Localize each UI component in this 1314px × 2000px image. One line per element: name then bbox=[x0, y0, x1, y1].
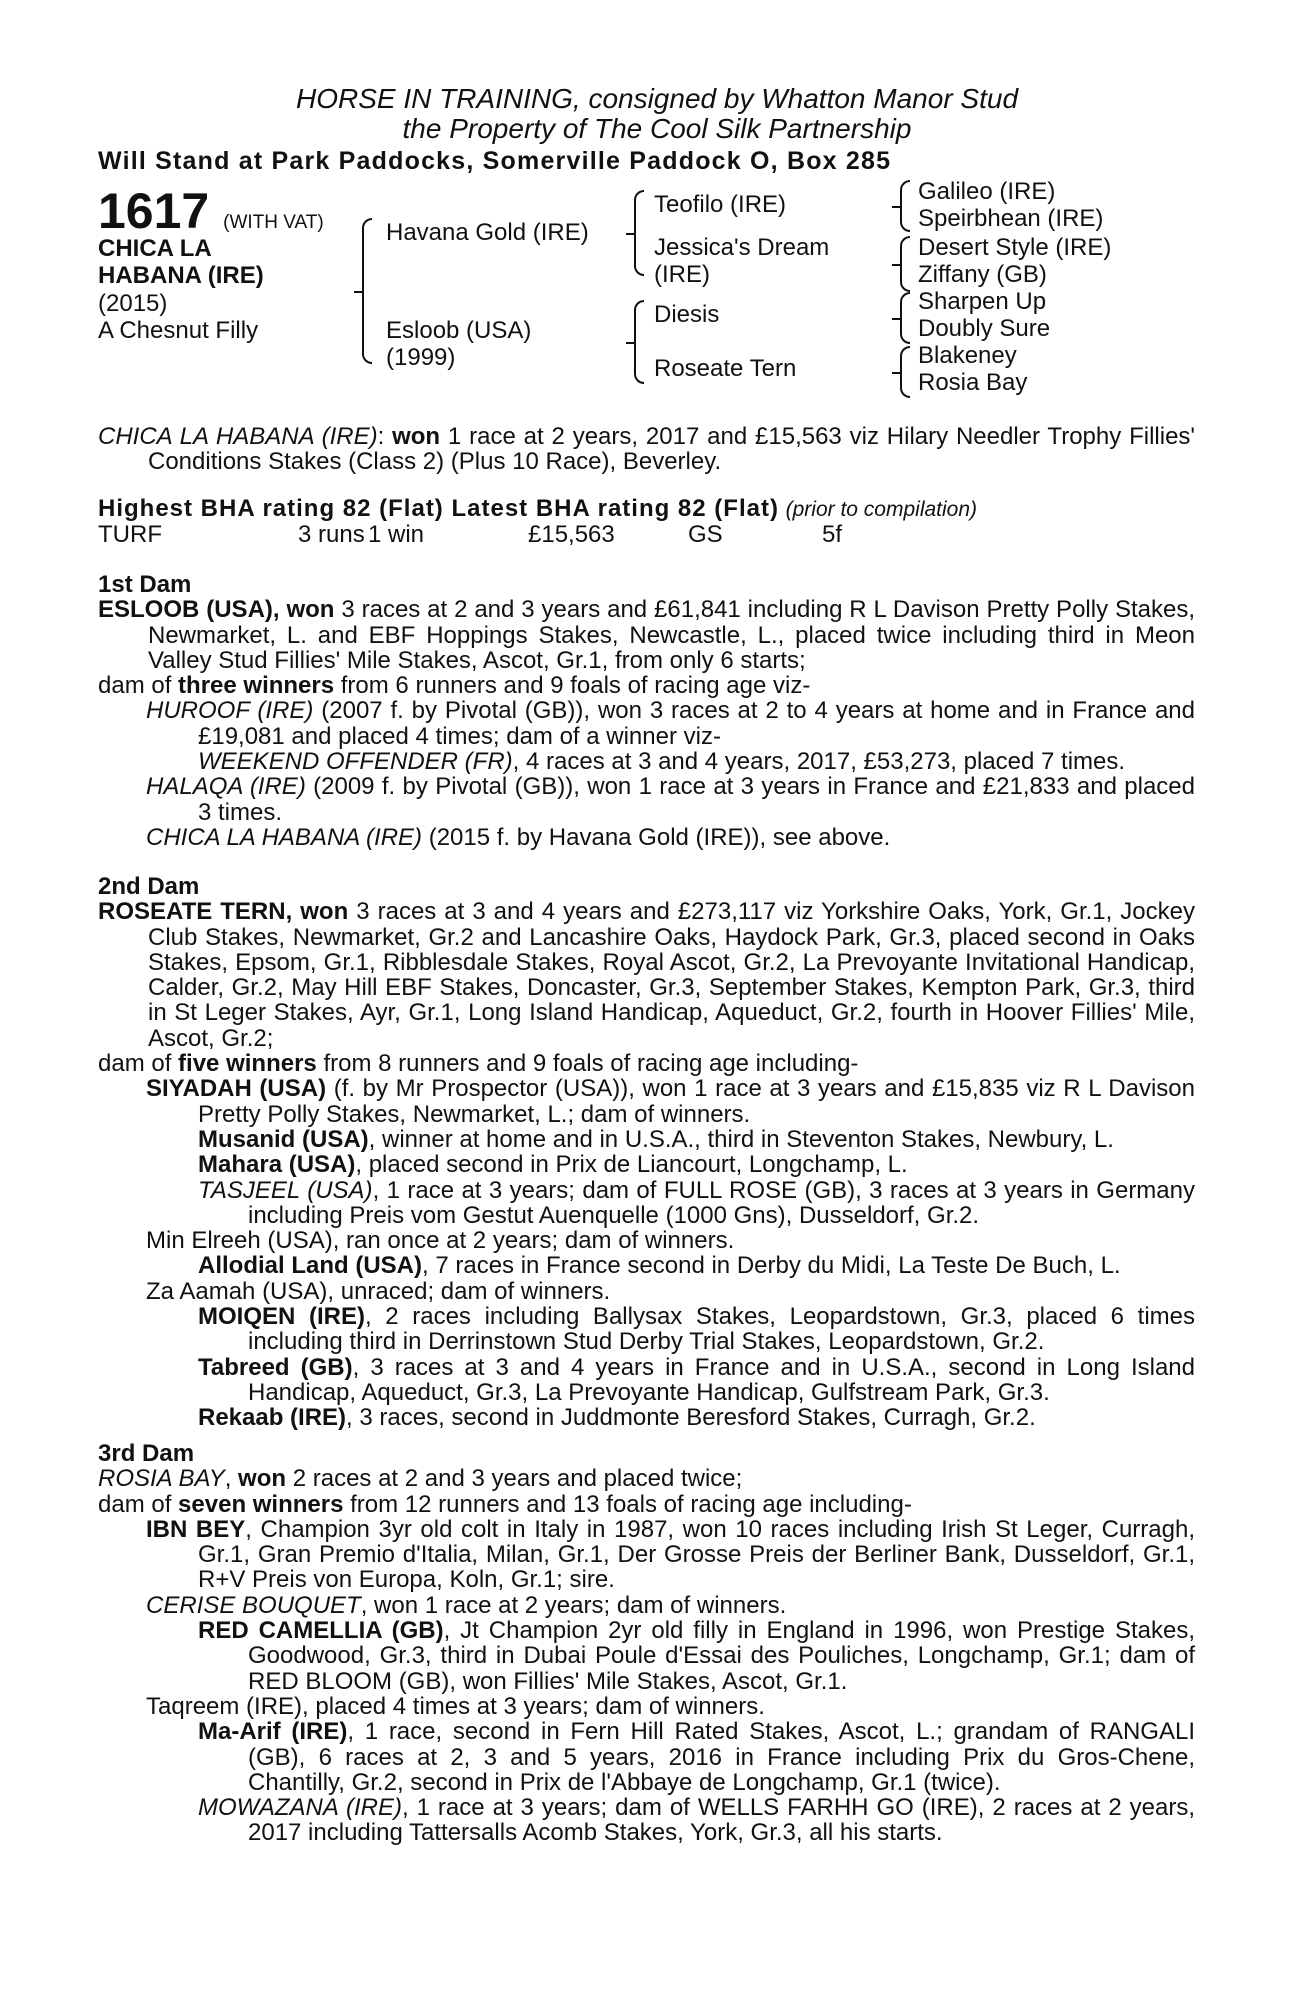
dam: Esloob (USA) bbox=[386, 317, 532, 344]
pedigree-brace-sire bbox=[634, 190, 644, 276]
sire-sire: Teofilo (IRE) bbox=[654, 191, 787, 218]
third-dam-heading: 3rd Dam bbox=[98, 1440, 195, 1467]
rating-distance: 5f bbox=[822, 521, 843, 549]
first-dam-produce: dam of three winners from 6 runners and 9 foals of racing age viz- bbox=[98, 672, 811, 700]
rekaab-entry: Rekaab (IRE), 3 races, second in Juddmonte Beresford Stakes, Curragh, Gr.2. bbox=[198, 1404, 1036, 1432]
sire-dam-line1: Jessica's Dream bbox=[654, 234, 830, 261]
second-dam-produce: dam of five winners from 8 runners and 9 foals of racing age including- bbox=[98, 1050, 859, 1078]
dam-sire: Diesis bbox=[654, 301, 720, 328]
chica-entry: CHICA LA HABANA (IRE) (2015 f. by Havana Gold (IRE)), see above. bbox=[146, 823, 891, 851]
pedigree-brace-ss bbox=[900, 180, 910, 232]
sire-sire-sire: Galileo (IRE) bbox=[918, 178, 1056, 205]
dam-sire-dam: Doubly Sure bbox=[918, 315, 1051, 342]
allodial-entry: Allodial Land (USA), 7 races in France second in Derby du Midi, La Teste De Buch, L. bbox=[198, 1252, 1121, 1280]
vat-note: (WITH VAT) bbox=[223, 212, 324, 233]
red-camellia-entry: RED CAMELLIA (GB), Jt Champion 2yr old filly in England in 1996, won Prestige Stakes, Goodwood, Gr.3, third in Dubai Poule d'Essai des Pouliches, Longchamp, Gr.1; dam of RED BLOOM (GB), won Fillies' Mile Stakes, Ascot, Gr.1. bbox=[198, 1617, 1195, 1695]
third-dam-section bbox=[98, 1441, 1195, 1846]
rosia-bay-entry: ROSIA BAY, won 2 races at 2 and 3 years and placed twice; bbox=[98, 1465, 743, 1493]
stabling-line: Will Stand at Park Paddocks, Somerville Paddock O, Box 285 bbox=[98, 147, 892, 175]
pedigree-brace-dam bbox=[634, 300, 644, 384]
summary-text: 1 race at 2 years, 2017 and £15,563 viz Hilary Needler Trophy Fillies' Conditions Stakes (Class 2) (Plus 10 Race), Beverley. bbox=[148, 423, 1195, 476]
horse-description: A Chesnut Filly bbox=[98, 317, 259, 344]
second-dam-section bbox=[98, 874, 1195, 1431]
dam-dam: Roseate Tern bbox=[654, 355, 797, 382]
sire-sire-dam: Speirbhean (IRE) bbox=[918, 205, 1104, 232]
musanid-entry: Musanid (USA), winner at home and in U.S.A., third in Steventon Stakes, Newbury, L. bbox=[198, 1125, 1114, 1153]
summary-won: won bbox=[392, 423, 441, 450]
horse-name-line1: CHICA LA bbox=[98, 235, 212, 262]
rating-note: (prior to compilation) bbox=[785, 498, 978, 521]
rating-surface: TURF bbox=[98, 521, 162, 549]
min-elreeh-entry: Min Elreeh (USA), ran once at 2 years; dam of winners. bbox=[146, 1227, 735, 1255]
first-dam-section bbox=[98, 572, 1195, 850]
foaling-year: (2015) bbox=[98, 290, 168, 317]
halaqa-entry: HALAQA (IRE) (2009 f. by Pivotal (GB)), won 1 race at 3 years in France and £21,833 and placed 3 times. bbox=[146, 773, 1196, 826]
dam-year: (1999) bbox=[386, 344, 456, 371]
first-dam-heading: 1st Dam bbox=[98, 571, 192, 598]
rating-wins: 1 win bbox=[368, 521, 425, 549]
dam-dam-sire: Blakeney bbox=[918, 342, 1017, 369]
sire: Havana Gold (IRE) bbox=[386, 219, 589, 246]
ibn-bey-entry: IBN BEY, Champion 3yr old colt in Italy in 1987, won 10 races including Irish St Leger, Curragh, Gr.1, Gran Premio d'Italia, Milan, Gr.1, Der Grosse Preis der Berliner Bank, Dusseldorf, Gr.1, R+V Preis von Europa, Koln, Gr.1; sire. bbox=[146, 1515, 1195, 1594]
moiqen-entry: MOIQEN (IRE), 2 races including Ballysax Stakes, Leopardstown, Gr.3, placed 6 times including third in Derrinstown Stud Derby Trial Stakes, Leopardstown, Gr.2. bbox=[198, 1303, 1195, 1356]
pedigree-brace-ds bbox=[900, 292, 910, 344]
rating-going: GS bbox=[688, 521, 723, 549]
roseate-tern-entry: ROSEATE TERN, won 3 races at 3 and 4 years and £273,117 viz Yorkshire Oaks, York, Gr.1, Jockey Club Stakes, Newmarket, Gr.2 and Lancashire Oaks, Haydock Park, Gr.3, placed second in Oaks Stakes, Epsom, Gr.1, Ribblesdale Stakes, Royal Ascot, Gr.2, La Prevoyante Invitational Handicap, Calder, Gr.2, May Hill EBF Stakes, Doncaster, Gr.3, September Stakes, Kempton Park, Gr.3, third in St Leger Stakes, Ayr, Gr.1, Long Island Handicap, Aqueduct, Gr.2, fourth in Hoover Fillies' Mile, Ascot, Gr.2; bbox=[98, 898, 1196, 1052]
pedigree-brace-sd bbox=[900, 236, 910, 292]
taqreem-entry: Taqreem (IRE), placed 4 times at 3 years; dam of winners. bbox=[146, 1692, 765, 1720]
cerise-bouquet-entry: CERISE BOUQUET, won 1 race at 2 years; dam of winners. bbox=[146, 1591, 787, 1619]
lot-number-value: 1617 bbox=[98, 183, 210, 239]
huroof-entry: HUROOF (IRE) (2007 f. by Pivotal (GB)), won 3 races at 2 to 4 years at home and in France and £19,081 and placed 4 times; dam of a winner viz- bbox=[146, 697, 1195, 750]
mowazana-entry: MOWAZANA (IRE), 1 race at 3 years; dam of WELLS FARHH GO (IRE), 2 races at 2 years, 2017 including Tattersalls Acomb Stakes, York, Gr.3, all his starts. bbox=[198, 1794, 1195, 1847]
rating-block bbox=[98, 496, 1195, 548]
rating-row bbox=[98, 522, 1195, 548]
esloob-entry: ESLOOB (USA), won 3 races at 2 and 3 years and £61,841 including R L Davison Pretty Polly Stakes, Newmarket, L. and EBF Hoppings Stakes, Newcastle, L., placed twice including third in Meon Valley Stud Fillies' Mile Stakes, Ascot, Gr.1, from only 6 starts; bbox=[98, 596, 1196, 674]
horse-name-line2: HABANA (IRE) bbox=[98, 262, 264, 289]
siyadah-entry: SIYADAH (USA) (f. by Mr Prospector (USA)), won 1 race at 3 years and £15,835 viz R L Davison Pretty Polly Stakes, Newmarket, L.; dam of winners. bbox=[146, 1075, 1196, 1128]
rating-heading: Highest BHA rating 82 (Flat) Latest BHA rating 82 (Flat) bbox=[98, 495, 779, 522]
tabreed-entry: Tabreed (GB), 3 races at 3 and 4 years in France and in U.S.A., second in Long Island Handicap, Aqueduct, Gr.3, La Prevoyante Handicap, Gulfstream Park, Gr.3. bbox=[198, 1353, 1196, 1406]
dam-sire-sire: Sharpen Up bbox=[918, 288, 1047, 315]
tasjeel-entry: TASJEEL (USA), 1 race at 3 years; dam of FULL ROSE (GB), 3 races at 3 years in Germany including Preis vom Gestut Auenquelle (1000 Gns), Dusseldorf, Gr.2. bbox=[198, 1176, 1195, 1229]
rating-earnings: £15,563 bbox=[528, 521, 615, 549]
third-dam-produce: dam of seven winners from 12 runners and 13 foals of racing age including- bbox=[98, 1490, 912, 1518]
race-summary: CHICA LA HABANA (IRE): won 1 race at 2 years, 2017 and £15,563 viz Hilary Needler Trophy Fillies' Conditions Stakes (Class 2) (Plus 10 Race), Beverley. bbox=[98, 423, 1195, 476]
pedigree-brace-main bbox=[362, 218, 372, 364]
property-line: the Property of The Cool Silk Partnership bbox=[402, 113, 912, 144]
ma-arif-entry: Ma-Arif (IRE), 1 race, second in Fern Hill Rated Stakes, Ascot, L.; grandam of RANGALI (GB), 6 races at 2, 3 and 5 years, 2016 in France including Prix du Gros-Chene, Chantilly, Gr.2, second in Prix de l'Abbaye de Longchamp, Gr.1 (twice). bbox=[198, 1718, 1195, 1796]
sire-dam-sire: Desert Style (IRE) bbox=[918, 234, 1112, 261]
rating-runs: 3 runs bbox=[298, 521, 365, 549]
sire-dam-dam: Ziffany (GB) bbox=[918, 261, 1047, 288]
pedigree-brace-dd bbox=[900, 346, 910, 398]
sire-dam-line2: (IRE) bbox=[654, 261, 710, 288]
za-aamah-entry: Za Aamah (USA), unraced; dam of winners. bbox=[146, 1277, 611, 1305]
summary-name: CHICA LA HABANA (IRE) bbox=[98, 423, 378, 450]
consignor-line: HORSE IN TRAINING, consigned by Whatton Manor Stud bbox=[295, 83, 1019, 114]
second-dam-heading: 2nd Dam bbox=[98, 873, 200, 900]
weekend-offender-entry: WEEKEND OFFENDER (FR), 4 races at 3 and 4 years, 2017, £53,273, placed 7 times. bbox=[198, 748, 1126, 776]
dam-dam-dam: Rosia Bay bbox=[918, 369, 1028, 396]
mahara-entry: Mahara (USA), placed second in Prix de Liancourt, Longchamp, L. bbox=[198, 1151, 908, 1179]
